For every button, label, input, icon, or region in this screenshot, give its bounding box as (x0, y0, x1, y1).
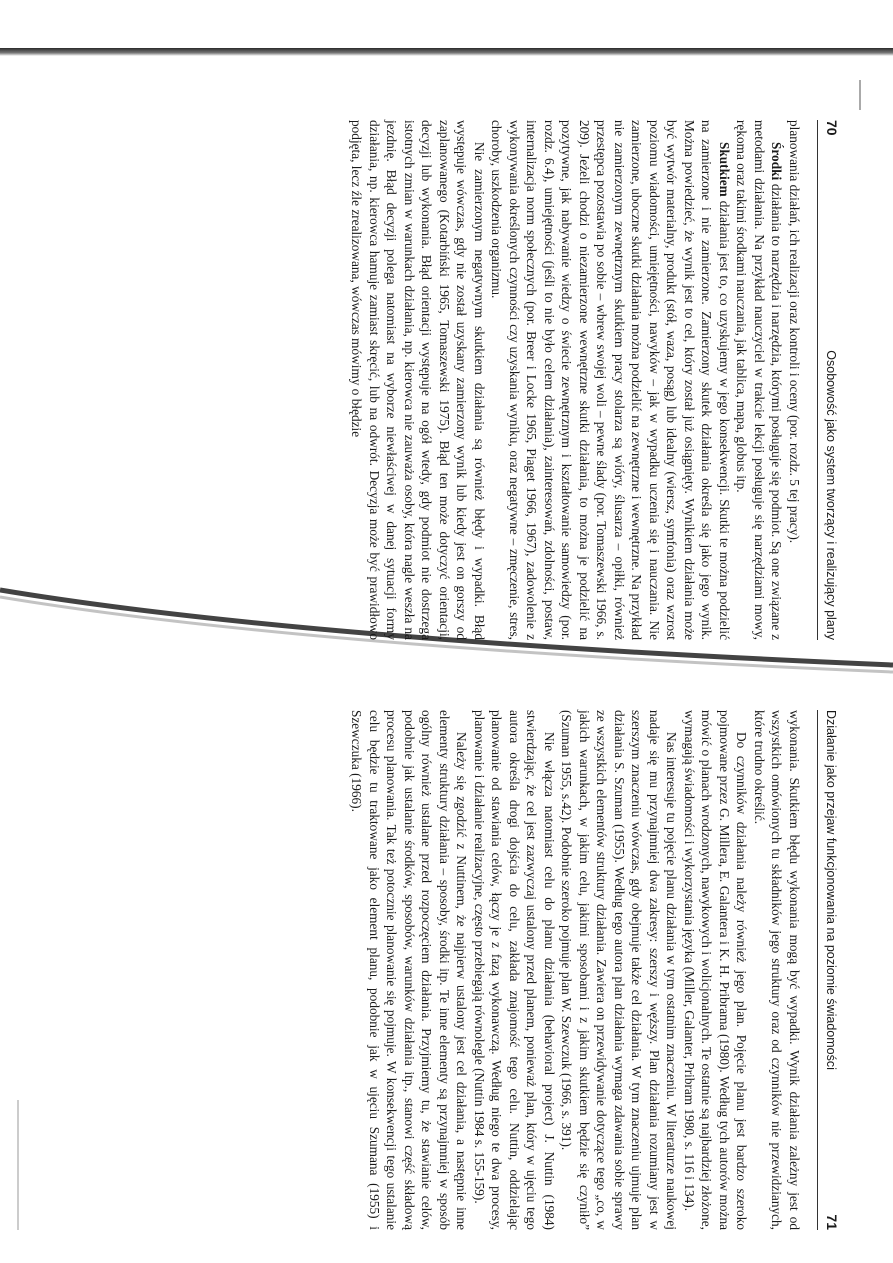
right-page-number: 71 (824, 1214, 840, 1230)
paragraph (488, 120, 733, 640)
paragraph-text: planowania działań, ich realizacji oraz kontroli i oceny (por. rozdz. 5 tej pracy). (787, 120, 802, 544)
paragraph-text: wykonania. Skutkiem błędu wykonania mogą być wypadki. Wynik działania zależny jest od wszystkich omówionych tu składników jego struktury oraz od czynników nie przewidzianych, które trudno określić. (752, 710, 802, 1230)
paragraph-text: Nie włącza natomiast celu do planu działania (behavioral project) J. Nuttin (1984) stwierdzając, że cel jest zazwyczaj ustalony przed planem, ponieważ plan, który w ujęciu tego autora określa drogi dojścia do celu, zakłada znajomość tego celu. Nuttin, oddzielając planowanie od stawiania celów, łączy je z fazą wykonawczą. Według niego te dwa procesy, planowanie i działanie realizacyjne, często przebiegają równolegle (Nuttin 1984 s. 155-159). (472, 710, 557, 1230)
paragraph (558, 710, 681, 1230)
paragraph (348, 120, 488, 640)
paragraph-text: Do czynników działania należy również jego plan. Pojęcie planu jest bardzo szeroko pojmowane przez G. Millera, E. Galantera i K. H. Pribrama (1980). Według tych autorów można mówić o planach wrodzonych, nawykowych i wolicjonalnych. Te ostatnie są najbardziej złożone, wymagają świadomości i wykorzystania języka (Miller, Galanter, Pribram 1980, s. 116 i 134). (682, 710, 750, 1230)
paragraph (681, 710, 751, 1230)
paragraph-text: Nas interesuje tu pojęcie planu działania w tym ostatnim znaczeniu. W literaturze naukowej nadaje się mu przynajmniej dwa zakresy: szerszy i węższy. Plan działania rozumiany jest w szerszym znaczeniu wówczas, gdy obejmuje także cel działania. W tym znaczeniu ujmuje plan działania S. Szuman (1955). Według tego autora plan działania wymaga zdawania sobie sprawy ze wszystkich elementów struktury działania. Zawiera on przewidywanie dotyczące tego „co, w jakich warunkach, w jakim celu, jakimi sposobami i z jakim skutkiem będzie się czyniło” (Szuman 1955, s.42). Podobnie szeroko pojmuje plan W. Szewczuk (1966, s. 391). (559, 710, 680, 1230)
paragraph-lead: Skutkiem (717, 142, 732, 197)
right-page (80, 700, 840, 1230)
paragraph-text: działania to narzędzia i narzędzia, którymi posługuje się podmiot. Są one związane z metodami działania. Na przykład nauczyciel w trakcie lekcji posługuje się narzędziami mowy, rękoma oraz takimi środkami nauczania, jak tablica, mapa, globus itp. (734, 120, 785, 640)
paragraph (786, 120, 804, 640)
left-page-header (817, 120, 840, 640)
paragraph-text: Nie zamierzonym negatywnym skutkiem działania są również błędy i wypadki. Błąd występuje wówczas, gdy nie został uzyskany zamierzony wynik lub kiedy jest on gorszy od zaplanowanego (Kotarbiński 1965, Tomaszewski 1975). Błąd ten może dotyczyć orientacji, decyzji lub wykonania. Błąd orientacji występuje na ogół wtedy, gdy podmiot nie dostrzega istotnych zmian w warunkach działania, np. kierowca nie zauważa osoby, która nagle weszła na jezdnię. Błąd decyzji polega natomiast na wyborze niewłaściwej w danej sytuacji formy działania, np. kierowca hamuje zamiast skręcić, lub na odwrót. Decyzja może być prawidłowo podjęta, lecz źle zrealizowana, wówczas mówimy o błędzie (349, 120, 487, 640)
left-page (80, 120, 840, 650)
paragraph-text: działania jest to, co uzyskujemy w jego konsekwencji. Skutki te można podzielić na zamierzone i nie zamierzone. Zamierzony skutek działania określa się jako jego wynik. Można powiedzieć, że wynik jest to cel, który został już osiągnięty. Wynikiem działania może być wytwór materialny, produkt (stół, waza, posąg) lub idealny (wiersz, symfonia) oraz wzrost poziomu wiadomości, umiejętności, nawyków – jak w wypadku uczenia się i nauczania. Nie zamierzone, uboczne skutki działania można podzielić na zewnętrzne i wewnętrzne. Na przykład nie zamierzonym zewnętrznym skutkiem pracy stolarza są wióry, ślusarza – opiłki, również przestępca pozostawia po sobie – wbrew swojej woli – pewne ślady (por. Tomaszewski 1966, s. 209). Jeżeli chodzi o niezamierzone wewnętrzne skutki działania, to można je podzielić na pozytywne, jak nabywanie wiedzy o świecie zewnętrznym i kształtowanie samowiedzy (por. rozdz. 6.4), umiejętności (jeśli to nie było celem działania), zainteresowań, zdolności, postaw, internalizacja norm społecznych (por. Breer i Locke 1965, Piaget 1966, 1967), zadowolenie z wykonywania określonych czynności czy uzyskania wyniku, oraz negatywne – zmęczenie, stres, choroby, uszkodzenia organizmu. (489, 120, 732, 640)
paragraph (348, 710, 471, 1230)
right-running-header: Działanie jako przejaw funkcjonowania na poziomie świadomości (824, 710, 838, 1070)
paragraph (751, 710, 804, 1230)
right-page-body (348, 710, 803, 1230)
left-running-header: Osobowość jako system tworzący i realizujący plany (824, 350, 838, 640)
paragraph (733, 120, 786, 640)
right-page-header (817, 710, 840, 1230)
left-page-body (348, 120, 803, 640)
paragraph-text: Należy się zgodzić z Nuttinem, że najpierw ustalony jest cel działania, a następnie inne elementy struktury działania – sposoby, środki itp. Te inne elementy są przynajmniej w sposób ogólny również ustalane przed rozpoczęciem działania. Przyjmiemy tu, że stawianie celów, podobnie jak ustalanie środków, sposobów, warunków działania itp., stanowi część składową procesu planowania. Tak też potocznie planowanie się pojmuje. W konsekwencji tego ustalanie celu będzie tu traktowane jako element planu, podobnie jak w ujęciu Szumana (1955) i Szewczuka (1966). (349, 710, 470, 1230)
paragraph-lead: Środki (769, 142, 785, 181)
scanned-spread (80, 120, 840, 1230)
rotated-book-spread (80, 120, 840, 1230)
left-page-number: 70 (824, 120, 840, 136)
paragraph (471, 710, 559, 1230)
scan-shadow-top (0, 48, 893, 56)
